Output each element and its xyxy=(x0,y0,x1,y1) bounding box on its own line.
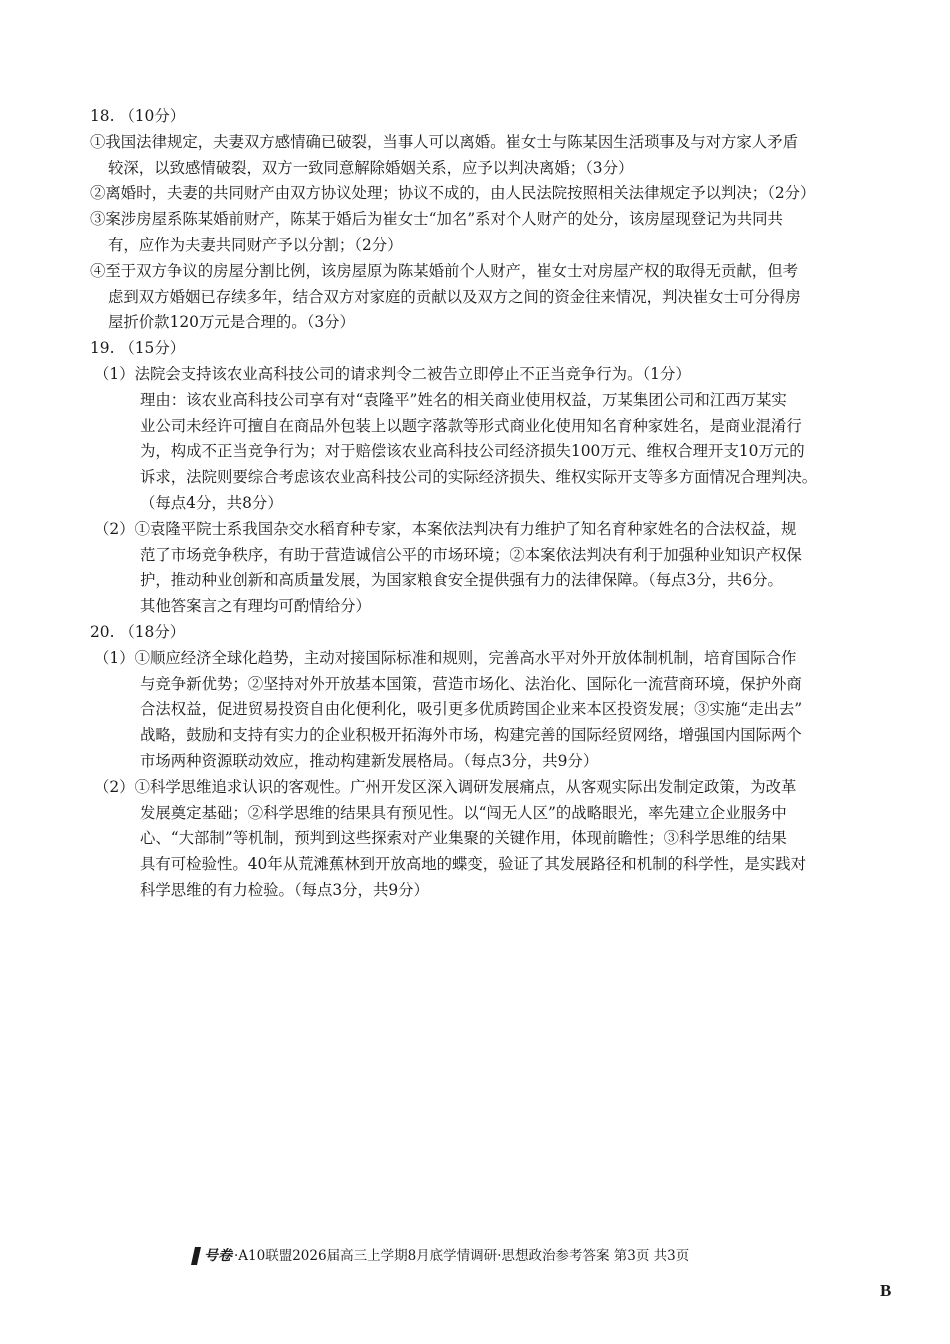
answer-line: （1）①顺应经济全球化趋势，主动对接国际标准和规则，完善高水平对外开放体制机制，培育国际合作 xyxy=(94,648,797,667)
answer-line: 理由：该农业高科技公司享有对“袁隆平”姓名的相关商业使用权益，万某集团公司和江西万某实 xyxy=(140,390,787,409)
answer-line: 较深，以致感情破裂，双方一致同意解除婚姻关系，应予以判决离婚；（3分） xyxy=(108,158,634,177)
answer-line: 护，推动种业创新和高质量发展，为国家粮食安全提供强有力的法律保障。（每点3分，共6分。 xyxy=(140,571,783,590)
answer-line: 屋折价款120万元是合理的。（3分） xyxy=(108,313,355,332)
footer-text: ·A10联盟2026届高三上学期8月底学情调研·思想政治参考答案 第3页 共3页 xyxy=(234,1248,690,1264)
brand-mark-icon xyxy=(190,1246,202,1266)
answer-line: ③案涉房屋系陈某婚前财产，陈某于婚后为崔女士“加名”系对个人财产的处分，该房屋现登记为共同共 xyxy=(90,210,783,229)
question-19 xyxy=(90,336,862,620)
answer-line: 为，构成不正当竞争行为；对于赔偿该农业高科技公司经济损失100万元、维权合理开支10万元的 xyxy=(140,442,805,461)
answer-line: 诉求，法院则要综合考虑该农业高科技公司的实际经济损失、维权实际开支等多方面情况合理判决。 xyxy=(140,468,818,487)
answer-line: 虑到双方婚姻已存续多年，结合双方对家庭的贡献以及双方之间的资金往来情况，判决崔女士可分得房 xyxy=(108,287,801,306)
brand-logo xyxy=(190,1246,232,1266)
answer-line: 具有可检验性。40年从荒滩蕉林到开放高地的蝶变，验证了其发展路径和机制的科学性，是实践对 xyxy=(140,855,806,874)
answer-line: 其他答案言之有理均可酌情给分） xyxy=(140,597,371,616)
version-mark: B xyxy=(880,1281,892,1300)
page-footer xyxy=(190,1246,790,1266)
question-heading: 19. （15分） xyxy=(90,339,186,358)
answer-line: （每点4分，共8分） xyxy=(140,493,283,512)
answer-line: 有，应作为夫妻共同财产予以分割；（2分） xyxy=(108,235,403,254)
answer-line: 市场两种资源联动效应，推动构建新发展格局。（每点3分，共9分） xyxy=(140,751,599,770)
answer-line: 战略，鼓励和支持有实力的企业积极开拓海外市场，构建完善的国际经贸网络，增强国内国际两个 xyxy=(140,726,802,745)
answer-line: （2）①科学思维追求认识的客观性。广州开发区深入调研发展痛点，从客观实际出发制定政策，为改革 xyxy=(94,777,797,796)
answer-line: （2）①袁隆平院士系我国杂交水稻育种专家，本案依法判决有力维护了知名育种家姓名的合法权益，规 xyxy=(94,519,797,538)
answer-line: 与竞争新优势；②坚持对外开放基本国策，营造市场化、法治化、国际化一流营商环境，保护外商 xyxy=(140,674,802,693)
question-heading: 18. （10分） xyxy=(90,107,186,125)
answer-line: （1）法院会支持该农业高科技公司的请求判令二被告立即停止不正当竞争行为。（1分） xyxy=(94,364,691,383)
question-heading: 20. （18分） xyxy=(90,622,186,641)
brand-logo-text: 号卷 xyxy=(204,1248,232,1264)
question-20 xyxy=(90,620,862,904)
question-18 xyxy=(90,104,862,336)
answer-line: ④至于双方争议的房屋分割比例，该房屋原为陈某婚前个人财产，崔女士对房屋产权的取得无贡献，但考 xyxy=(90,261,798,280)
answer-line: 业公司未经许可擅自在商品外包装上以题字落款等形式商业化使用知名育种家姓名，是商业混淆行 xyxy=(140,416,802,435)
answer-line: 范了市场竞争秩序，有助于营造诚信公平的市场环境；②本案依法判决有利于加强种业知识产权保 xyxy=(140,545,802,564)
answer-line: 发展奠定基础；②科学思维的结果具有预见性。以“闯无人区”的战略眼光，率先建立企业服务中 xyxy=(140,803,787,822)
answer-content xyxy=(90,104,862,904)
answer-line: 合法权益，促进贸易投资自由化便利化，吸引更多优质跨国企业来本区投资发展；③实施“走出去” xyxy=(140,700,803,719)
answer-line: 科学思维的有力检验。（每点3分，共9分） xyxy=(140,880,429,899)
answer-line: ②离婚时，夫妻的共同财产由双方协议处理；协议不成的，由人民法院按照相关法律规定予以判决；（2分） xyxy=(90,184,816,203)
answer-line: 心、“大部制”等机制，预判到这些探索对产业集聚的关键作用，体现前瞻性；③科学思维的结果 xyxy=(140,829,787,848)
answer-line: ①我国法律规定，夫妻双方感情确已破裂，当事人可以离婚。崔女士与陈某因生活琐事及与对方家人矛盾 xyxy=(90,132,798,151)
